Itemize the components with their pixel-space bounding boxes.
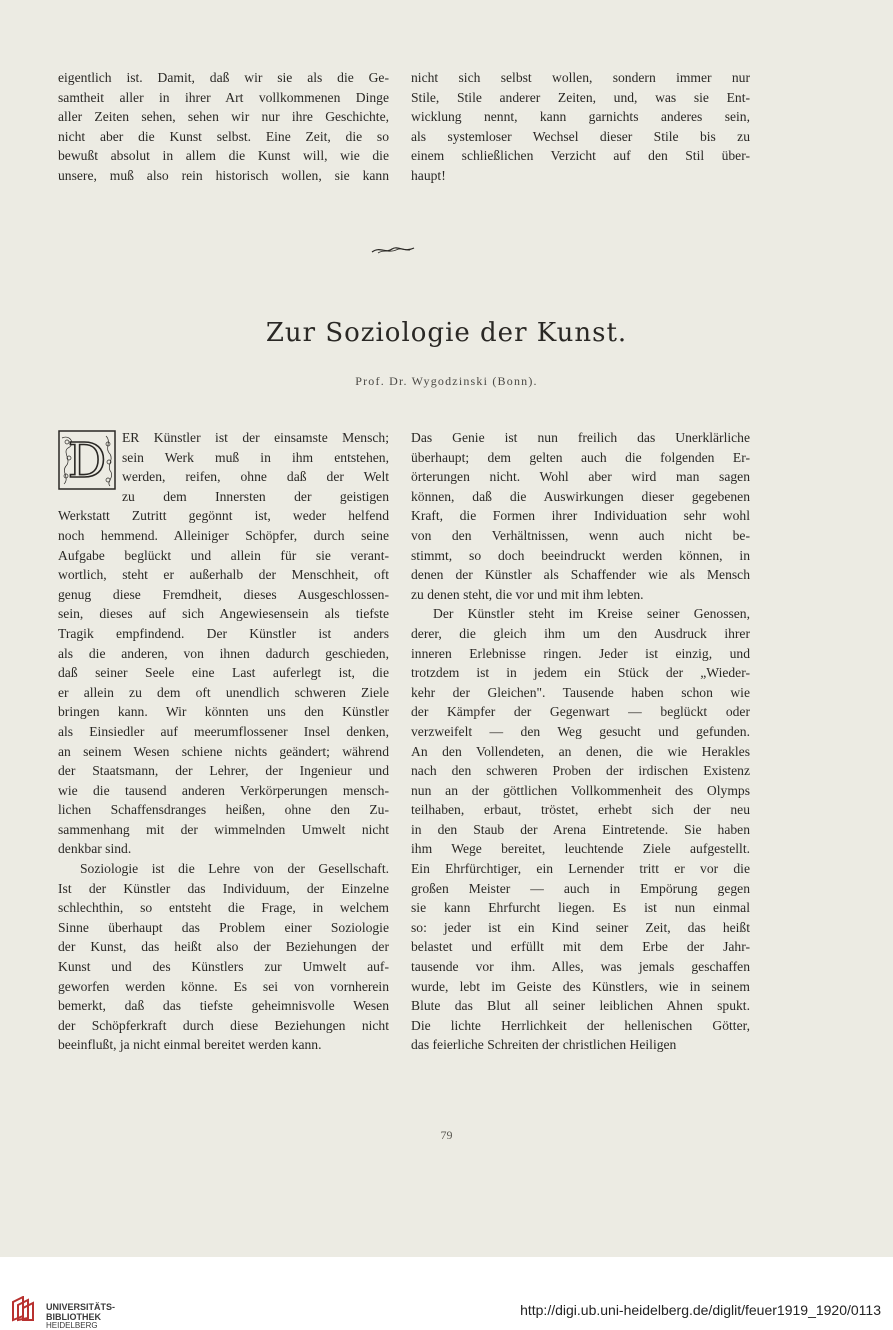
library-name-line3: HEIDELBERG — [46, 1321, 98, 1330]
text-line: Stile, Stile anderer Zeiten, und, was sie Ent- — [411, 89, 750, 105]
library-logo-icon[interactable] — [10, 1296, 38, 1322]
top-left-column — [58, 68, 389, 186]
text-line: unsere, muß also rein historisch wollen, sie kann — [58, 167, 389, 183]
text-line: sein, dieses auf sich Angewiesensein als tiefste — [58, 606, 389, 622]
text-line: wurde, lebt im Geiste des Künstlers, wie in seinem — [411, 978, 750, 994]
text-line: genug diese Fremdheit, dieses Ausgeschlossen- — [58, 586, 389, 602]
text-line: bringen kann. Wir könnten uns den Künstler — [58, 704, 389, 720]
library-name-line2: BIBLIOTHEK — [46, 1312, 101, 1322]
text-line: daß seiner Seele eine Last auferlegt ist, die — [58, 665, 389, 681]
text-line: haupt! — [411, 167, 446, 183]
text-line: wie die tausend anderen Verkörperungen mensch- — [58, 782, 389, 798]
text-line: Tragik empfindend. Der Künstler ist anders — [58, 625, 389, 641]
text-line: samtheit aller in ihrer Art vollkommenen Dinge — [58, 89, 389, 105]
text-line: stimmt, so doch beeindruckt werden können, in — [411, 547, 750, 563]
text-line: als Einsiedler auf meerumflossener Insel denken, — [58, 723, 389, 739]
text-line: ihm Wege bereitet, leuchtende Ziele aufgestellt. — [411, 841, 750, 857]
text-line: Ein Ehrfürchtiger, ein Lernender tritt er vor die — [411, 861, 750, 877]
text-line: er allein zu dem oft unendlich schweren Ziele — [58, 684, 389, 700]
text-line: der Kämpfer der Gegenwart — beglückt oder — [411, 704, 750, 720]
text-line: verzweifelt — den Weg gesucht und gefunden. — [411, 723, 750, 739]
text-line: überhaupt; dem gelten auch die folgenden Er- — [411, 449, 750, 465]
text-line: in den Staub der Arena Eintretende. Sie haben — [411, 821, 750, 837]
text-line: Soziologie ist die Lehre von der Gesellschaft. — [80, 861, 389, 877]
top-right-column — [411, 68, 750, 186]
text-line: Das Genie ist nun freilich das Unerklärliche — [411, 430, 750, 445]
text-line: als die anderen, von ihnen dadurch geschieden, — [58, 645, 389, 661]
text-line: derer, die gleich ihm um den Ausdruck ihrer — [411, 625, 750, 641]
body-right-column — [411, 428, 750, 1055]
text-line: der Kunst, das heißt also der Beziehungen der — [58, 939, 389, 955]
text-line: Aufgabe beglückt und allein für sie verant- — [58, 547, 389, 563]
text-line: schlechthin, so entsteht die Frage, in welchem — [58, 900, 389, 916]
library-name-line1: UNIVERSITÄTS- — [46, 1302, 116, 1312]
text-line: denen der Künstler als Schaffender wie als Mensch — [411, 567, 750, 583]
text-line: An den Vollendeten, an denen, die wie Herakles — [411, 743, 750, 759]
text-line: Sinne überhaupt das Problem einer Soziologie — [58, 919, 389, 935]
text-line: Kunst und des Künstlers zur Umwelt auf- — [58, 959, 389, 975]
text-line: nun an der göttlichen Vollkommenheit des Olymps — [411, 782, 750, 798]
text-line: können, daß die Auswirkungen dieser gegebenen — [411, 488, 750, 504]
text-line: Der Künstler steht im Kreise seiner Genossen, — [433, 606, 750, 622]
text-line: bewußt absolut in allem die Kunst will, wie die — [58, 148, 389, 164]
text-line: werden, reifen, ohne daß der Welt — [122, 469, 389, 485]
text-line: ER Künstler ist der einsamste Mensch; — [122, 430, 389, 445]
text-line: teilhaben, erbaut, tröstet, erhebt sich der neu — [411, 802, 750, 818]
text-line: Werkstatt Zutritt gegönnt ist, weder helfend — [58, 508, 389, 524]
text-line: zu dem Innersten der geistigen — [122, 488, 389, 504]
text-line: sein Werk muß in ihm entstehen, — [122, 449, 389, 465]
text-line: beeinflußt, ja nicht einmal bereitet werden kann. — [58, 1037, 322, 1053]
text-line: wortlich, steht er außerhalb der Menschheit, oft — [58, 567, 389, 583]
text-line: bemerkt, daß das tiefste geheimnisvolle Wesen — [58, 998, 389, 1014]
text-line: denkbar sind. — [58, 841, 132, 857]
text-line: von den Verhältnissen, wenn auch nicht be- — [411, 527, 750, 543]
text-line: sammenhang mit der wimmelnden Umwelt nicht — [58, 821, 389, 837]
text-line: zu denen steht, die vor und mit ihm lebten. — [411, 586, 644, 602]
text-line: einem schließlichen Verzicht auf den Stil über- — [411, 148, 750, 164]
text-line: inneren Erlebnisse ringen. Jeder ist einzig, und — [411, 645, 750, 661]
ornamental-initial-d — [58, 430, 116, 490]
text-line: eigentlich ist. Damit, daß wir sie als die Ge- — [58, 70, 389, 85]
text-line: als systemloser Wechsel dieser Stile bis zu — [411, 128, 750, 144]
source-url-link[interactable]: http://digi.ub.uni-heidelberg.de/diglit/feuer1919_1920/0113 — [520, 1302, 881, 1318]
text-line: das feierliche Schreiten der christlichen Heiligen — [411, 1037, 677, 1053]
section-divider-ornament — [370, 244, 416, 256]
text-line: Blute das Blut all seiner leiblichen Ahnen spukt. — [411, 998, 750, 1014]
article-title: Zur Soziologie der Kunst. — [265, 318, 628, 348]
text-line: örterungen nicht. Wohl aber wird man sagen — [411, 469, 750, 485]
text-line: geworfen werden könne. Es sei von vornherein — [58, 978, 389, 994]
text-line: Kraft, die Formen ihrer Individuation sehr wohl — [411, 508, 750, 524]
text-line: so: jeder ist ein Kind seiner Zeit, das heißt — [411, 919, 750, 935]
text-line: an seinem Wesen schiene nichts geändert; während — [58, 743, 389, 759]
body-left-column — [58, 428, 389, 1055]
text-line: der Staatsmann, der Lehrer, der Ingenieur und — [58, 763, 389, 779]
text-line: tausende vor ihm. Alles, was jemals geschaffen — [411, 959, 750, 975]
text-line: großen Meister — auch in Empörung gegen — [411, 880, 750, 896]
text-line: nach den schweren Proben der irdischen Existenz — [411, 763, 750, 779]
text-line: belastet und erfüllt mit dem Erbe der Jahr- — [411, 939, 750, 955]
text-line: Die lichte Herrlichkeit der hellenischen Götter, — [411, 1017, 750, 1033]
dropcap-letter: D — [67, 433, 107, 489]
text-line: kehr der Gleichen". Tausende haben schon wie — [411, 684, 750, 700]
text-line: Ist der Künstler das Individuum, der Einzelne — [58, 880, 389, 896]
text-line: nicht sich selbst wollen, sondern immer nur — [411, 70, 750, 85]
text-line: wicklung nennt, kann garnichts anderes sein, — [411, 109, 750, 125]
text-line: aller Zeiten sehen, sehen wir nur ihre Geschichte, — [58, 109, 389, 125]
article-author: Prof. Dr. Wygodzinski (Bonn). — [355, 374, 538, 388]
text-line: lichen Schaffensdranges heißen, ohne den Zu- — [58, 802, 389, 818]
text-line: nicht aber die Kunst selbst. Eine Zeit, die so — [58, 128, 389, 144]
page-number: 79 — [440, 1128, 453, 1142]
text-line: noch hemmend. Alleiniger Schöpfer, durch seine — [58, 527, 389, 543]
text-line: der Schöpferkraft durch diese Beziehungen nicht — [58, 1017, 389, 1033]
text-line: trotzdem ist in jedem ein Stück der „Wieder- — [411, 665, 750, 681]
text-line: sie kann Ehrfurcht liegen. Es ist nun einmal — [411, 900, 750, 916]
